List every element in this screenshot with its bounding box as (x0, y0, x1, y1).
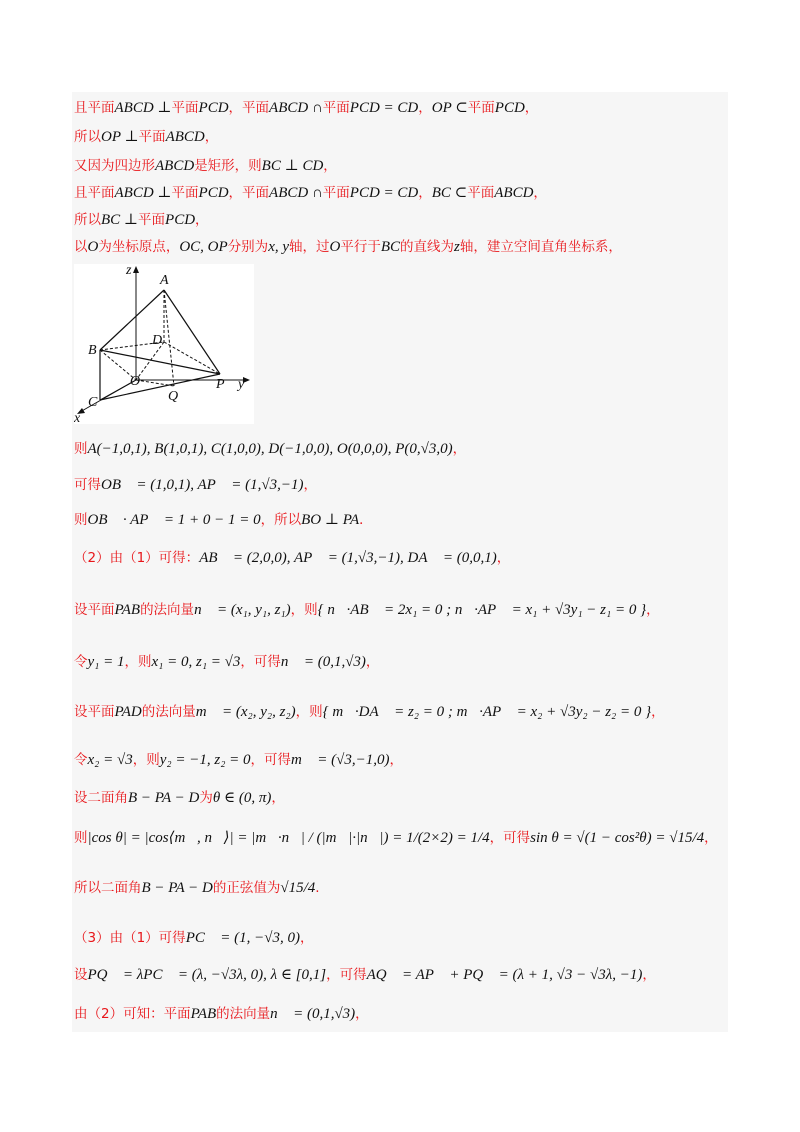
math-expression: m⃗ = (x₂, y₂, z₂) (195, 704, 296, 720)
math-expression: y₁ = 1 (87, 654, 125, 670)
text-fragment: ，可得 (326, 967, 367, 983)
math-expression: n⃗ = (x₁, y₁, z₁) (194, 602, 291, 618)
text-fragment: 则 (74, 512, 88, 528)
text-fragment: ， (271, 790, 285, 806)
label-A: A (160, 273, 169, 288)
edge-DP (164, 342, 220, 374)
text-fragment: 以 (74, 239, 88, 255)
solution-line-1 (74, 96, 538, 117)
math-expression: PCD (494, 100, 525, 116)
text-fragment: 的法向量 (140, 602, 195, 618)
text-fragment: ，则 (290, 602, 318, 618)
text-fragment: ，可得 (489, 830, 531, 846)
math-expression: PQ⃗ = λPC⃗ = (λ, −√3λ, 0), λ ∈ [0,1] (87, 967, 327, 983)
text-fragment: ， (533, 185, 547, 201)
math-expression: O (329, 239, 341, 255)
math-expression: OC, OP (179, 239, 228, 255)
label-x: x (74, 411, 81, 424)
text-fragment: 由（2）可知：平面 (74, 1006, 191, 1022)
text-fragment: 的法向量 (141, 704, 196, 720)
math-expression: ABCD (494, 185, 534, 201)
text-fragment: ， (323, 158, 337, 174)
math-expression: x₁ = 0, z₁ = √3 (151, 654, 241, 670)
label-B: B (88, 343, 97, 358)
text-fragment: ， (418, 100, 432, 116)
math-expression: OP ⊥ (101, 129, 139, 145)
solution-line-5 (74, 208, 209, 229)
solution-line-20 (74, 1002, 369, 1023)
text-fragment: 平行于 (340, 239, 381, 255)
text-fragment: ， (300, 930, 314, 946)
math-expression: B − PA − D (141, 880, 213, 896)
text-fragment: 平面 (467, 185, 495, 201)
text-fragment: 分别为 (227, 239, 269, 255)
text-fragment: ． (359, 512, 373, 528)
text-fragment: 可得 (74, 477, 101, 493)
text-fragment: 所以 (74, 212, 101, 228)
math-expression: O (87, 239, 99, 255)
math-expression: AQ⃗ = AP⃗ + PQ⃗ = (λ + 1, √3 − √3λ, −1) (366, 967, 643, 983)
edge-BP (100, 350, 220, 374)
label-C: C (88, 395, 98, 410)
text-fragment: 的直线为 (400, 239, 455, 255)
segment-OQ (136, 380, 174, 386)
segment-AQ (164, 290, 174, 386)
text-fragment: （3）由（1）可得 (74, 930, 186, 946)
math-expression: PC⃗ = (1, −√3, 0) (185, 930, 300, 946)
text-fragment: 令 (74, 752, 88, 768)
text-fragment: 平面 (467, 100, 495, 116)
text-fragment: 平面 (171, 100, 199, 116)
math-expression: OB⃗ · AP⃗ = 1 + 0 − 1 = 0 (87, 512, 261, 528)
text-fragment: 则 (74, 830, 88, 846)
pyramid-diagram (74, 264, 254, 424)
text-fragment: ， (642, 967, 656, 983)
text-fragment: 平面 (138, 212, 166, 228)
math-expression: B − PA − D (128, 790, 200, 806)
label-z: z (126, 264, 132, 278)
text-fragment: ， (204, 129, 219, 145)
label-y: y (238, 377, 245, 392)
text-fragment: 轴，建立空间直角坐标系， (459, 239, 622, 255)
text-fragment: ， (704, 830, 718, 846)
solution-line-2 (74, 125, 218, 146)
math-expression: |cos θ| = |cos⟨m⃗, n⃗⟩| = |m⃗·n⃗| / (|m⃗|·|n⃗|) = 1/(2×2) = 1/4 (87, 830, 490, 846)
z-arrow (133, 266, 139, 273)
math-expression: PAB (114, 602, 141, 618)
math-expression: n⃗ = (0,1,√3) (280, 654, 366, 670)
text-fragment: 为 (199, 790, 213, 806)
pyramid-figure (74, 264, 254, 424)
math-expression: PCD = CD (349, 100, 419, 116)
text-fragment: 的法向量 (216, 1006, 271, 1022)
text-fragment: ，所以 (260, 512, 302, 528)
math-expression: ABCD ∩ (269, 100, 323, 116)
math-expression: OP ⊂ (431, 100, 468, 116)
text-fragment: ，平面 (228, 100, 270, 116)
math-expression: √15/4 (280, 880, 316, 896)
text-fragment: ， (646, 602, 660, 618)
text-fragment: ，则 (124, 654, 152, 670)
math-expression: PAD (114, 704, 142, 720)
text-fragment: 平面 (138, 129, 166, 145)
text-fragment: 所以 (74, 129, 101, 145)
solution-line-18 (74, 926, 314, 947)
math-expression: z (454, 239, 460, 255)
solution-line-17 (74, 876, 320, 897)
solution-line-14 (74, 748, 403, 769)
solution-line-15 (74, 786, 285, 807)
text-fragment: 的正弦值为 (212, 880, 281, 896)
text-fragment: 平面 (322, 185, 350, 201)
math-expression: AB⃗ = (2,0,0), AP⃗ = (1,√3,−1), DA⃗ = (0,0,1) (199, 550, 497, 566)
math-expression: BC (380, 239, 401, 255)
math-expression: sin θ = √(1 − cos²θ) = √15/4 (530, 830, 705, 846)
solution-line-9 (74, 508, 373, 529)
math-expression: BC ⊥ CD (261, 158, 324, 174)
math-expression: ABCD ⊥ (114, 185, 172, 201)
text-fragment: 轴，过 (289, 239, 330, 255)
math-expression: PCD (165, 212, 196, 228)
solution-line-6 (74, 235, 622, 256)
math-expression: ABCD ⊥ (114, 100, 172, 116)
edge-CP (100, 374, 220, 400)
solution-line-16 (74, 826, 718, 847)
solution-line-4 (74, 181, 547, 202)
solution-line-8 (74, 473, 317, 494)
math-expression: x₂ = √3 (87, 752, 133, 768)
solution-line-11 (74, 598, 660, 619)
math-expression: BO ⊥ PA (301, 512, 360, 528)
text-fragment: ， (418, 185, 432, 201)
text-fragment: ， (651, 704, 665, 720)
text-fragment: 所以二面角 (74, 880, 142, 896)
label-O: O (130, 374, 141, 389)
text-fragment: ， (452, 441, 467, 457)
text-fragment: 平面 (171, 185, 199, 201)
text-fragment: ，可得 (240, 654, 281, 670)
text-fragment: 又因为四边形 (74, 158, 155, 174)
math-expression: PAB (190, 1006, 217, 1022)
math-expression: BC ⊂ (431, 185, 468, 201)
text-fragment: 设二面角 (74, 790, 128, 806)
label-P: P (216, 377, 225, 392)
math-expression: x, y (268, 239, 290, 255)
solution-line-12 (74, 650, 379, 671)
math-expression: OB⃗ = (1,0,1), AP⃗ = (1,√3,−1) (101, 477, 304, 493)
math-expression: PCD (198, 100, 229, 116)
label-Q: Q (168, 389, 179, 404)
text-fragment: （2）由（1）可得： (74, 550, 200, 566)
text-fragment: 且平面 (74, 100, 115, 116)
text-fragment: ， (195, 212, 209, 228)
solution-line-3 (74, 154, 337, 175)
math-expression: A(−1,0,1), B(1,0,1), C(1,0,0), D(−1,0,0), O(0,0,0), P(0,√3,0) (87, 441, 453, 457)
text-fragment: ， (303, 477, 317, 493)
text-fragment: 设平面 (74, 704, 115, 720)
solution-line-7 (74, 437, 466, 458)
text-fragment: ， (365, 654, 380, 670)
math-expression: θ ∈ (0, π) (212, 790, 272, 806)
math-expression: ABCD ∩ (269, 185, 323, 201)
text-fragment: ， (389, 752, 403, 768)
math-expression: n⃗ = (0,1,√3) (270, 1006, 356, 1022)
solution-line-19 (74, 963, 656, 984)
text-fragment: 令 (74, 654, 88, 670)
solution-line-10 (74, 546, 510, 567)
text-fragment: 且平面 (74, 185, 115, 201)
text-fragment: 设平面 (74, 602, 115, 618)
text-fragment: ，则 (295, 704, 323, 720)
text-fragment: 是矩形，则 (194, 158, 262, 174)
text-fragment: ， (524, 100, 539, 116)
edge-AP (164, 290, 220, 374)
math-expression: y₂ = −1, z₂ = 0 (159, 752, 251, 768)
math-expression: ABCD (165, 129, 205, 145)
label-D: D (152, 333, 163, 348)
text-fragment: 平面 (322, 100, 350, 116)
text-fragment: ， (355, 1006, 369, 1022)
text-fragment: ，可得 (250, 752, 292, 768)
text-fragment: ，则 (132, 752, 160, 768)
math-expression: BC ⊥ (101, 212, 139, 228)
text-fragment: 设 (74, 967, 88, 983)
math-expression: PCD (198, 185, 229, 201)
math-expression: { m⃗·DA⃗ = z₂ = 0 ; m⃗·AP⃗ = x₂ + √3y₂ − z₂ = 0 } (322, 704, 652, 720)
text-fragment: . (315, 880, 320, 896)
text-fragment: 则 (74, 441, 88, 457)
math-expression: m⃗ = (√3,−1,0) (291, 752, 390, 768)
text-fragment: 为坐标原点， (98, 239, 180, 255)
math-expression: ABCD (155, 158, 195, 174)
text-fragment: ，平面 (228, 185, 270, 201)
math-expression: { n⃗·AB⃗ = 2x₁ = 0 ; n⃗·AP⃗ = x₁ + √3y₁ − z₁ = 0 } (317, 602, 647, 618)
solution-line-13 (74, 700, 665, 721)
text-fragment: ， (496, 550, 511, 566)
math-expression: PCD = CD (349, 185, 419, 201)
